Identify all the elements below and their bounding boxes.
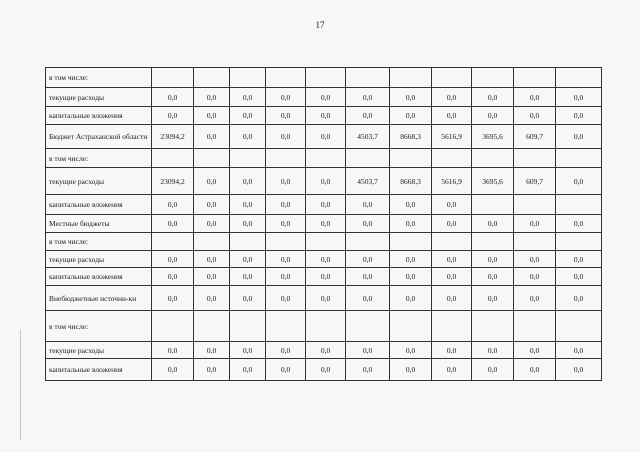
table-cell: 0,0 bbox=[514, 251, 556, 268]
row-label: Бюджет Астраханской области bbox=[46, 125, 152, 149]
table-row bbox=[46, 88, 602, 107]
table-cell: 0,0 bbox=[152, 88, 194, 107]
table-cell: 0,0 bbox=[346, 251, 390, 268]
table-cell bbox=[556, 149, 602, 168]
table-row bbox=[46, 215, 602, 233]
table-cell: 0,0 bbox=[306, 359, 346, 381]
table-cell bbox=[152, 233, 194, 251]
table-cell: 0,0 bbox=[230, 195, 266, 215]
table-cell: 0,0 bbox=[266, 251, 306, 268]
table-cell bbox=[230, 149, 266, 168]
table-row bbox=[46, 359, 602, 381]
table-cell: 5616,9 bbox=[432, 125, 472, 149]
table-cell: 0,0 bbox=[556, 88, 602, 107]
table-cell: 0,0 bbox=[266, 342, 306, 359]
table-cell: 0,0 bbox=[266, 125, 306, 149]
table-cell bbox=[390, 311, 432, 342]
table-cell: 0,0 bbox=[266, 88, 306, 107]
table-cell: 0,0 bbox=[514, 215, 556, 233]
table-cell: 0,0 bbox=[230, 168, 266, 195]
table-cell bbox=[194, 233, 230, 251]
table-cell: 0,0 bbox=[152, 342, 194, 359]
table-cell bbox=[472, 68, 514, 88]
table-cell: 0,0 bbox=[194, 359, 230, 381]
scan-edge-mark bbox=[20, 330, 21, 440]
table-cell: 0,0 bbox=[556, 342, 602, 359]
table-cell bbox=[346, 149, 390, 168]
table-cell: 0,0 bbox=[306, 195, 346, 215]
table-row bbox=[46, 68, 602, 88]
table-cell: 0,0 bbox=[230, 342, 266, 359]
table-cell: 0,0 bbox=[306, 215, 346, 233]
table-cell: 0,0 bbox=[266, 168, 306, 195]
table-cell bbox=[472, 149, 514, 168]
table-cell: 0,0 bbox=[390, 107, 432, 125]
table-cell: 0,0 bbox=[194, 107, 230, 125]
table-cell: 0,0 bbox=[306, 286, 346, 311]
table-cell: 0,0 bbox=[346, 107, 390, 125]
table-cell bbox=[556, 233, 602, 251]
table-cell bbox=[346, 233, 390, 251]
table-cell: 0,0 bbox=[346, 195, 390, 215]
table-cell bbox=[432, 311, 472, 342]
table-cell: 0,0 bbox=[390, 342, 432, 359]
table-cell bbox=[306, 233, 346, 251]
table-cell: 0,0 bbox=[514, 286, 556, 311]
table-cell: 0,0 bbox=[472, 251, 514, 268]
table-cell bbox=[432, 149, 472, 168]
table-cell: 0,0 bbox=[346, 286, 390, 311]
row-label: текущие расходы bbox=[46, 251, 152, 268]
table-cell: 0,0 bbox=[390, 268, 432, 286]
table-row bbox=[46, 311, 602, 342]
table-cell: 0,0 bbox=[556, 251, 602, 268]
table-cell: 0,0 bbox=[556, 359, 602, 381]
table-cell: 3695,6 bbox=[472, 125, 514, 149]
table-cell: 0,0 bbox=[346, 88, 390, 107]
table-cell: 0,0 bbox=[390, 251, 432, 268]
table-cell bbox=[152, 68, 194, 88]
table-row bbox=[46, 268, 602, 286]
table-cell: 4503,7 bbox=[346, 168, 390, 195]
table-cell: 0,0 bbox=[194, 251, 230, 268]
row-label: Местные бюджеты bbox=[46, 215, 152, 233]
table-cell bbox=[556, 68, 602, 88]
table-cell: 0,0 bbox=[306, 125, 346, 149]
table-cell: 0,0 bbox=[432, 251, 472, 268]
table-cell: 0,0 bbox=[152, 359, 194, 381]
table-cell: 4503,7 bbox=[346, 125, 390, 149]
table-cell: 0,0 bbox=[472, 342, 514, 359]
row-label: капитальные вложения bbox=[46, 268, 152, 286]
table-cell bbox=[556, 311, 602, 342]
table-cell: 0,0 bbox=[390, 195, 432, 215]
table-cell: 0,0 bbox=[432, 88, 472, 107]
table-cell bbox=[472, 195, 514, 215]
table-cell: 0,0 bbox=[194, 268, 230, 286]
table-cell: 0,0 bbox=[306, 107, 346, 125]
table-cell bbox=[230, 233, 266, 251]
table-row bbox=[46, 195, 602, 215]
table-cell: 0,0 bbox=[306, 251, 346, 268]
table-cell: 0,0 bbox=[266, 215, 306, 233]
table-cell: 0,0 bbox=[194, 215, 230, 233]
table-cell: 0,0 bbox=[432, 215, 472, 233]
table-cell: 0,0 bbox=[556, 268, 602, 286]
table-row bbox=[46, 342, 602, 359]
table-cell: 23094,2 bbox=[152, 125, 194, 149]
row-label: текущие расходы bbox=[46, 168, 152, 195]
table-cell: 0,0 bbox=[432, 107, 472, 125]
table-cell: 0,0 bbox=[514, 88, 556, 107]
table-cell: 0,0 bbox=[194, 195, 230, 215]
table-cell: 0,0 bbox=[306, 268, 346, 286]
table-row bbox=[46, 125, 602, 149]
table-cell: 0,0 bbox=[194, 88, 230, 107]
table-row bbox=[46, 149, 602, 168]
table-cell bbox=[152, 149, 194, 168]
table-cell: 0,0 bbox=[152, 107, 194, 125]
table-cell: 8668,3 bbox=[390, 125, 432, 149]
row-label: в том числе: bbox=[46, 233, 152, 251]
table-cell: 0,0 bbox=[230, 286, 266, 311]
table-cell: 0,0 bbox=[194, 168, 230, 195]
table-cell: 23094,2 bbox=[152, 168, 194, 195]
table-cell: 0,0 bbox=[432, 286, 472, 311]
row-label: Внебюджетные источни-ки bbox=[46, 286, 152, 311]
row-label: в том числе: bbox=[46, 311, 152, 342]
table-cell: 0,0 bbox=[472, 359, 514, 381]
table-cell bbox=[514, 68, 556, 88]
table-cell bbox=[390, 68, 432, 88]
table-cell: 0,0 bbox=[306, 342, 346, 359]
table-cell: 5616,9 bbox=[432, 168, 472, 195]
table-cell: 609,7 bbox=[514, 168, 556, 195]
table-cell bbox=[230, 311, 266, 342]
table-cell: 0,0 bbox=[556, 286, 602, 311]
table-cell: 0,0 bbox=[346, 359, 390, 381]
table-cell bbox=[152, 311, 194, 342]
table-cell: 0,0 bbox=[230, 359, 266, 381]
table-cell: 0,0 bbox=[556, 107, 602, 125]
table-cell bbox=[514, 233, 556, 251]
row-label: капитальные вложения bbox=[46, 195, 152, 215]
table-cell: 0,0 bbox=[514, 342, 556, 359]
table-cell: 8668,3 bbox=[390, 168, 432, 195]
row-label: в том числе: bbox=[46, 68, 152, 88]
budget-table bbox=[45, 67, 602, 381]
row-label: в том числе: bbox=[46, 149, 152, 168]
row-label: текущие расходы bbox=[46, 88, 152, 107]
table-cell: 0,0 bbox=[266, 195, 306, 215]
table-cell: 0,0 bbox=[152, 215, 194, 233]
row-label: капитальные вложения bbox=[46, 359, 152, 381]
table-row bbox=[46, 233, 602, 251]
table-cell bbox=[472, 233, 514, 251]
table-cell bbox=[306, 149, 346, 168]
table-cell: 0,0 bbox=[390, 359, 432, 381]
table-row bbox=[46, 286, 602, 311]
table-cell: 0,0 bbox=[152, 268, 194, 286]
table-cell: 0,0 bbox=[390, 286, 432, 311]
table-cell: 0,0 bbox=[152, 195, 194, 215]
table-cell: 0,0 bbox=[556, 215, 602, 233]
table-cell bbox=[266, 68, 306, 88]
table-cell bbox=[556, 195, 602, 215]
table-cell bbox=[266, 311, 306, 342]
row-label: текущие расходы bbox=[46, 342, 152, 359]
table-cell bbox=[514, 311, 556, 342]
page-number: 17 bbox=[315, 20, 325, 30]
table-cell: 0,0 bbox=[266, 286, 306, 311]
table-cell: 0,0 bbox=[472, 107, 514, 125]
table-cell bbox=[194, 311, 230, 342]
table-row bbox=[46, 251, 602, 268]
table-cell: 0,0 bbox=[230, 88, 266, 107]
table-cell: 0,0 bbox=[346, 342, 390, 359]
table-cell: 0,0 bbox=[230, 251, 266, 268]
table-cell bbox=[306, 68, 346, 88]
table-cell: 0,0 bbox=[230, 107, 266, 125]
table-cell: 609,7 bbox=[514, 125, 556, 149]
table-cell: 0,0 bbox=[432, 195, 472, 215]
table-cell: 0,0 bbox=[390, 215, 432, 233]
row-label: капитальные вложения bbox=[46, 107, 152, 125]
table-cell: 0,0 bbox=[514, 359, 556, 381]
table-cell: 0,0 bbox=[266, 268, 306, 286]
table-cell: 0,0 bbox=[556, 168, 602, 195]
table-cell: 0,0 bbox=[432, 359, 472, 381]
table-cell bbox=[472, 311, 514, 342]
table-cell: 0,0 bbox=[472, 268, 514, 286]
table-cell bbox=[230, 68, 266, 88]
table-cell bbox=[266, 233, 306, 251]
table-cell: 0,0 bbox=[194, 342, 230, 359]
table-cell: 0,0 bbox=[472, 88, 514, 107]
table-cell: 0,0 bbox=[230, 268, 266, 286]
table-cell: 0,0 bbox=[152, 286, 194, 311]
table-cell: 0,0 bbox=[390, 88, 432, 107]
budget-table-body bbox=[46, 68, 602, 381]
table-cell: 0,0 bbox=[194, 125, 230, 149]
table-cell: 0,0 bbox=[514, 107, 556, 125]
table-cell bbox=[514, 195, 556, 215]
table-cell: 0,0 bbox=[152, 251, 194, 268]
table-cell: 0,0 bbox=[472, 215, 514, 233]
table-row bbox=[46, 168, 602, 195]
table-cell bbox=[346, 311, 390, 342]
table-cell: 0,0 bbox=[514, 268, 556, 286]
table-cell bbox=[194, 68, 230, 88]
table-cell bbox=[390, 149, 432, 168]
table-cell: 0,0 bbox=[194, 286, 230, 311]
table-row bbox=[46, 107, 602, 125]
table-cell: 0,0 bbox=[346, 215, 390, 233]
table-cell: 0,0 bbox=[266, 107, 306, 125]
table-cell: 0,0 bbox=[346, 268, 390, 286]
table-cell bbox=[194, 149, 230, 168]
table-cell bbox=[306, 311, 346, 342]
table-cell bbox=[390, 233, 432, 251]
table-cell: 0,0 bbox=[230, 125, 266, 149]
table-cell: 0,0 bbox=[556, 125, 602, 149]
table-cell: 0,0 bbox=[432, 268, 472, 286]
table-cell bbox=[432, 233, 472, 251]
table-cell: 0,0 bbox=[432, 342, 472, 359]
table-cell bbox=[266, 149, 306, 168]
table-cell bbox=[346, 68, 390, 88]
table-cell bbox=[514, 149, 556, 168]
table-cell: 0,0 bbox=[266, 359, 306, 381]
table-cell: 0,0 bbox=[230, 215, 266, 233]
table-cell: 0,0 bbox=[472, 286, 514, 311]
table-cell: 0,0 bbox=[306, 168, 346, 195]
table-cell bbox=[432, 68, 472, 88]
table-cell: 3695,6 bbox=[472, 168, 514, 195]
table-cell: 0,0 bbox=[306, 88, 346, 107]
